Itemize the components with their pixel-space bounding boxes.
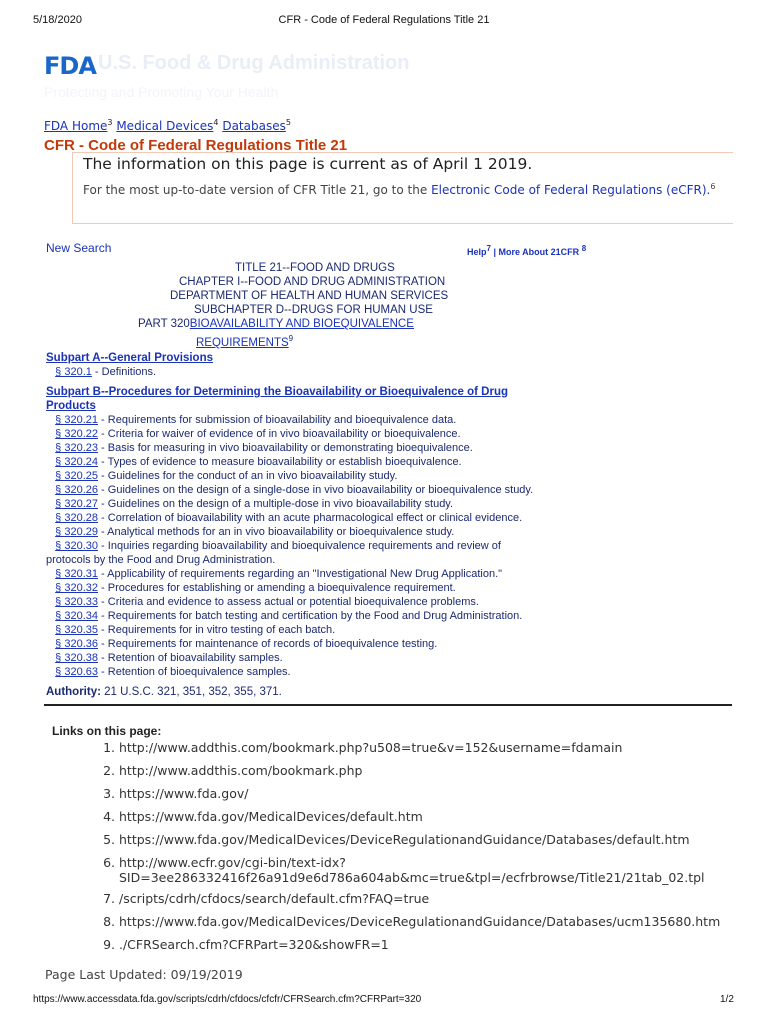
ref-3: 3 [107,118,113,127]
section-row: § 320.22 - Criteria for waiver of evidence of in vivo bioavailability or bioequivalence. [55,428,461,440]
link-item: 8. https://www.fda.gov/MedicalDevices/DeviceRegulationandGuidance/Databases/ucm135680.htm [103,914,721,929]
breadcrumb-medical-devices[interactable]: Medical Devices [116,119,214,133]
section-link[interactable]: § 320.25 [55,470,98,482]
link-item: 9. ./CFRSearch.cfm?CFRPart=320&showFR=1 [103,937,389,952]
section-row: § 320.31 - Applicability of requirements regarding an "Investigational New Drug Application." [55,568,503,580]
ref-4: 4 [213,118,219,127]
section-row: § 320.26 - Guidelines on the design of a single-dose in vivo bioavailability or bioequivalence study. [55,484,534,496]
section-link[interactable]: § 320.28 [55,512,98,524]
section-link[interactable]: § 320.63 [55,666,98,678]
section-row: § 320.24 - Types of evidence to measure bioavailability or establish bioequivalence. [55,456,462,468]
print-page-title: CFR - Code of Federal Regulations Title 21 [278,14,490,26]
link-url[interactable]: https://www.fda.gov/ [119,786,249,801]
print-date: 5/18/2020 [33,14,82,26]
toc-part-cont [196,334,293,349]
link-item: 7. /scripts/cdrh/cfdocs/search/default.cfm?FAQ=true [103,891,430,906]
section-link[interactable]: § 320.35 [55,624,98,636]
fda-wordmark-faded: U.S. Food & Drug Administration [98,52,410,74]
subpart-b-link-cont[interactable]: Products [46,400,96,412]
section-row: § 320.30 - Inquiries regarding bioavailability and bioequivalence requirements and review of [55,540,501,552]
print-page-number: 1/2 [720,994,734,1005]
divider [44,704,732,706]
toc-title: TITLE 21--FOOD AND DRUGS [235,262,395,274]
section-link[interactable]: § 320.32 [55,582,98,594]
ref-9: 9 [288,334,294,343]
help-link[interactable]: Help [467,247,487,257]
section-row: § 320.36 - Requirements for maintenance of records of bioequivalence testing. [55,638,438,650]
section-link[interactable]: § 320.33 [55,596,98,608]
section-link[interactable]: § 320.27 [55,498,98,510]
link-item: 1. http://www.addthis.com/bookmark.php?u508=true&v=152&username=fdamain [103,740,623,755]
ref-5: 5 [285,118,291,127]
link-item: 2. http://www.addthis.com/bookmark.php [103,763,363,778]
link-item: 3. https://www.fda.gov/ [103,786,249,801]
link-url[interactable]: ./CFRSearch.cfm?CFRPart=320&showFR=1 [119,937,389,952]
section-link[interactable]: § 320.31 [55,568,98,580]
breadcrumb-databases[interactable]: Databases [222,119,286,133]
section-link[interactable]: § 320.26 [55,484,98,496]
help-bar: Help$^7$ | More About 21CFR $^8$ [467,244,587,257]
links-title: Links on this page: [52,724,162,738]
section-link[interactable]: § 320.30 [55,540,98,552]
section-link[interactable]: § 320.29 [55,526,98,538]
section-row: § 320.27 - Guidelines on the design of a multiple-dose in vivo bioavailability study. [55,498,454,510]
section-row: § 320.35 - Requirements for in vitro testing of each batch. [55,624,336,636]
fda-tagline-faded: Protecting and Promoting Your Health [44,84,279,100]
section-link[interactable]: § 320.38 [55,652,98,664]
subpart-a-link[interactable]: Subpart A--General Provisions [46,352,213,364]
ecfr-link[interactable]: Electronic Code of Federal Regulations (eCFR). [431,183,711,197]
more-about-21cfr-link[interactable]: More About 21CFR [498,247,580,257]
breadcrumb [44,118,291,133]
last-updated: Page Last Updated: 09/19/2019 [45,967,243,982]
subpart-b-link[interactable]: Subpart B--Procedures for Determining the Bioavailability or Bioequivalence of Drug [46,386,508,398]
section-row: § 320.21 - Requirements for submission of bioavailability and bioequivalence data. [55,414,457,426]
section-link[interactable]: § 320.1 [55,366,92,378]
section-link[interactable]: § 320.21 [55,414,98,426]
toc-subchapter: SUBCHAPTER D--DRUGS FOR HUMAN USE [194,304,433,316]
section-link[interactable]: § 320.36 [55,638,98,650]
new-search-link[interactable]: New Search [46,241,112,255]
link-item: 4. https://www.fda.gov/MedicalDevices/default.htm [103,809,423,824]
link-url[interactable]: http://www.addthis.com/bookmark.php?u508=true&v=152&username=fdamain [119,740,623,755]
print-url: https://www.accessdata.fda.gov/scripts/cdrh/cfdocs/cfcfr/CFRSearch.cfm?CFRPart=320 [33,994,422,1005]
section-row: § 320.28 - Correlation of bioavailability with an acute pharmacological effect or clinical evidence. [55,512,523,524]
section-row: § 320.33 - Criteria and evidence to assess actual or potential bioequivalence problems. [55,596,479,608]
toc-department: DEPARTMENT OF HEALTH AND HUMAN SERVICES [170,290,449,302]
link-url[interactable]: https://www.fda.gov/MedicalDevices/DeviceRegulationandGuidance/Databases/default.htm [119,832,690,847]
section-row: § 320.25 - Guidelines for the conduct of an in vivo bioavailability study. [55,470,398,482]
section-row: § 320.29 - Analytical methods for an in vivo bioavailability or bioequivalence study. [55,526,455,538]
link-url[interactable]: http://www.ecfr.gov/cgi-bin/text-idx? [119,855,346,870]
section-link[interactable]: § 320.23 [55,442,98,454]
fda-logo[interactable]: FDA [44,52,96,80]
section-row: § 320.38 - Retention of bioavailability samples. [55,652,283,664]
section-row-cont: protocols by the Food and Drug Administration. [46,554,276,566]
section-row: § 320.1 - Definitions. [55,366,157,378]
section-row: § 320.23 - Basis for measuring in vivo bioavailability or demonstrating bioequivalence. [55,442,473,454]
page-heading: CFR - Code of Federal Regulations Title 21 [44,137,348,154]
notice-text: For the most up-to-date version of CFR Title 21, go to the Electronic Code of Federal Regulations (eCFR).$^6$ [83,182,716,197]
link-item: 6. http://www.ecfr.gov/cgi-bin/text-idx? SID=3ee286332416f26a91d9e6d786a604ab&mc=true&tpl=/ecfrbrowse/Title21/21tab_02.tpl [103,855,705,885]
authority: Authority: 21 U.S.C. 321, 351, 352, 355, 371. [46,686,282,698]
part-320-link-cont[interactable]: REQUIREMENTS [196,336,289,349]
notice-heading: The information on this page is current as of April 1 2019. [83,155,533,173]
toc-chapter: CHAPTER I--FOOD AND DRUG ADMINISTRATION [179,276,446,288]
section-row: § 320.32 - Procedures for establishing or amending a bioequivalence requirement. [55,582,456,594]
part-320-link[interactable]: BIOAVAILABILITY AND BIOEQUIVALENCE [189,318,414,330]
link-url[interactable]: https://www.fda.gov/MedicalDevices/DeviceRegulationandGuidance/Databases/ucm135680.htm [119,914,721,929]
section-link[interactable]: § 320.24 [55,456,98,468]
ref-6: 6 [710,182,716,191]
link-url-cont[interactable]: SID=3ee286332416f26a91d9e6d786a604ab&mc=true&tpl=/ecfrbrowse/Title21/21tab_02.tpl [119,870,705,885]
link-url[interactable]: https://www.fda.gov/MedicalDevices/default.htm [119,809,423,824]
section-row: § 320.34 - Requirements for batch testing and certification by the Food and Drug Administration. [55,610,523,622]
toc-part: PART 320BIOAVAILABILITY AND BIOEQUIVALENCE [138,318,414,330]
link-url[interactable]: http://www.addthis.com/bookmark.php [119,763,363,778]
section-link[interactable]: § 320.22 [55,428,98,440]
breadcrumb-fda-home[interactable]: FDA Home [44,119,108,133]
section-link[interactable]: § 320.34 [55,610,98,622]
link-item: 5. https://www.fda.gov/MedicalDevices/DeviceRegulationandGuidance/Databases/default.htm [103,832,690,847]
link-url[interactable]: /scripts/cdrh/cfdocs/search/default.cfm?FAQ=true [119,891,430,906]
section-row: § 320.63 - Retention of bioequivalence samples. [55,666,291,678]
